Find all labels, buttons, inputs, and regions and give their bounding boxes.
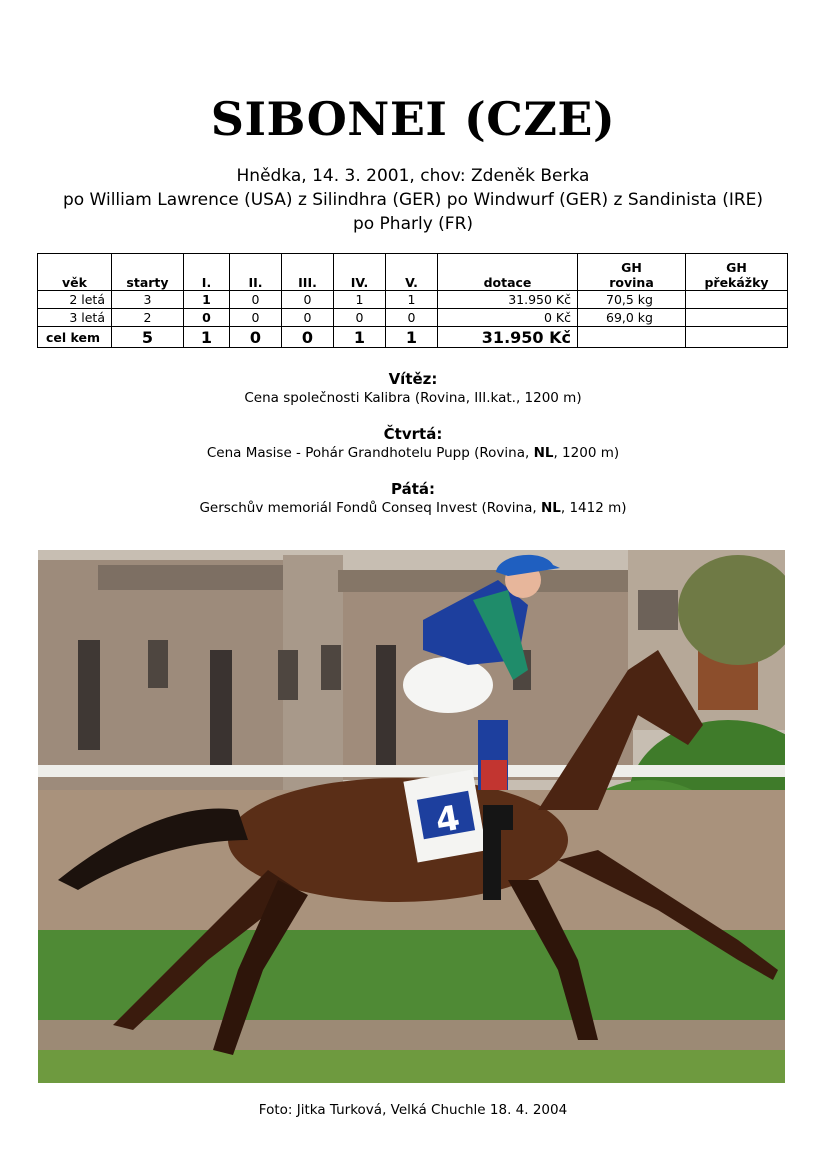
header-place-4: IV. <box>334 254 386 291</box>
header-age: věk <box>38 254 112 291</box>
header-gh-flat: GH rovina <box>578 254 686 291</box>
subtitle-line-1: Hnědka, 14. 3. 2001, chov: Zdeněk Berka <box>236 166 590 186</box>
subtitle-line-3: po Pharly (FR) <box>352 214 474 234</box>
subtitle-line-2: po William Lawrence (USA) z Silindhra (GER) po Windwurf (GER) z Sandinista (IRE) <box>62 190 764 210</box>
horse-name-title: SIBONEI (CZE) <box>210 92 616 146</box>
header-gh-jump: GH překážky <box>686 254 788 291</box>
fifth-heading: Pátá: <box>390 480 435 498</box>
header-place-3: III. <box>282 254 334 291</box>
table-row: 3 letá 2 0 0 0 0 0 0 Kč 69,0 kg <box>38 309 788 327</box>
table-row: 2 letá 3 1 0 0 1 1 31.950 Kč 70,5 kg <box>38 291 788 309</box>
header-place-1: I. <box>184 254 230 291</box>
race-stats-table <box>37 253 788 348</box>
header-starts: starty <box>112 254 184 291</box>
winner-heading: Vítěz: <box>388 370 438 388</box>
saddle-number: 4 <box>432 798 463 842</box>
horse-photo-illustration <box>38 550 785 1083</box>
header-place-2: II. <box>230 254 282 291</box>
fifth-race: Gerschův memoriál Fondů Conseq Invest (Rovina, NL, 1412 m) <box>199 500 627 516</box>
table-total-row: cel kem 5 1 0 0 1 1 31.950 Kč <box>38 327 788 348</box>
fourth-heading: Čtvrtá: <box>383 425 443 443</box>
header-place-5: V. <box>386 254 438 291</box>
fourth-race: Cena Masise - Pohár Grandhotelu Pupp (Rovina, NL, 1200 m) <box>206 445 620 461</box>
photo-caption: Foto: Jitka Turková, Velká Chuchle 18. 4. 2004 <box>258 1102 568 1118</box>
horse-race-photo <box>38 550 785 1083</box>
winner-race: Cena společnosti Kalibra (Rovina, III.kat., 1200 m) <box>244 390 582 406</box>
table-header-row <box>38 254 788 291</box>
header-earnings: dotace <box>438 254 578 291</box>
